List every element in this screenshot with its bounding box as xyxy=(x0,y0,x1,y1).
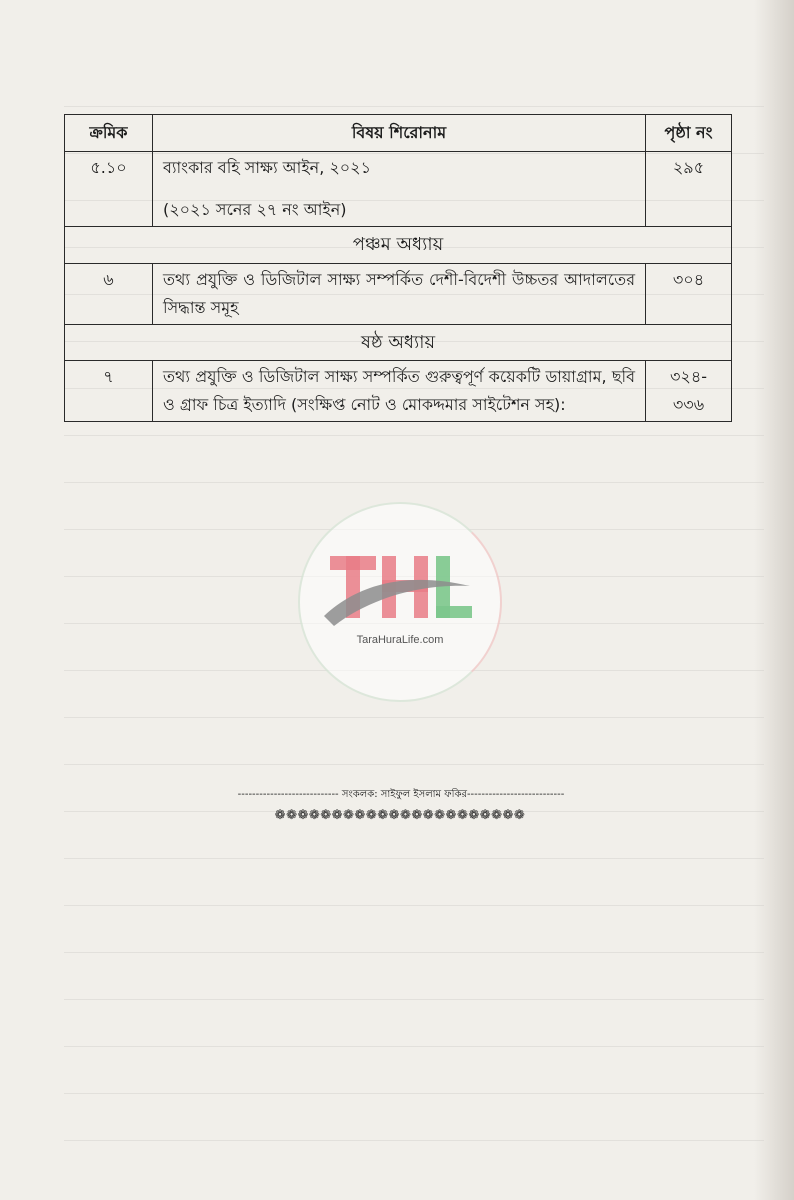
chapter-heading-6: ষষ্ঠ অধ্যায় xyxy=(65,324,732,361)
header-serial: ক্রমিক xyxy=(65,115,153,152)
header-page: পৃষ্ঠা নং xyxy=(646,115,732,152)
row-page: ২৯৫ xyxy=(646,152,732,227)
contents-table xyxy=(64,114,732,422)
thl-logo-icon xyxy=(320,542,480,642)
watermark-seal xyxy=(298,502,502,702)
watermark-text: TaraHuraLife.com xyxy=(356,634,444,646)
row-title: তথ্য প্রযুক্তি ও ডিজিটাল সাক্ষ্য সম্পর্কিত গুরুত্বপূর্ণ কয়েকটি ডায়াগ্রাম, ছবি ও গ্রাফ চিত্র ইত্যাদি (সংক্ষিপ্ত নোট ও মোকদ্দমার সাইটেশন সহ): xyxy=(153,361,646,422)
row-title xyxy=(153,152,646,227)
chapter-heading-5: পঞ্চম অধ্যায় xyxy=(65,227,732,264)
header-subject: বিষয় শিরোনাম xyxy=(153,115,646,152)
chapter-row xyxy=(65,227,732,264)
chapter-row xyxy=(65,324,732,361)
row-title-main: ব্যাংকার বহি সাক্ষ্য আইন, ২০২১ xyxy=(163,158,371,177)
row-serial: ৬ xyxy=(65,263,153,324)
table-header-row xyxy=(65,115,732,152)
row-serial: ৫.১০ xyxy=(65,152,153,227)
row-page-line1: ৩২৪- xyxy=(670,367,707,386)
row-serial: ৭ xyxy=(65,361,153,422)
row-page xyxy=(646,361,732,422)
page-edge-shadow xyxy=(754,0,794,1200)
row-page: ৩০৪ xyxy=(646,263,732,324)
ornament-divider: ❁❁❁❁❁❁❁❁❁❁❁❁❁❁❁❁❁❁❁❁❁❁ xyxy=(274,808,526,823)
compiler-line: ---------------------------- সংকলক: সাইফুল ইসলাম ফকির--------------------------- xyxy=(237,789,565,800)
table-row xyxy=(65,263,732,324)
table-row xyxy=(65,152,732,227)
row-title-sub: (২০২১ সনের ২৭ নং আইন) xyxy=(163,200,347,219)
table-row xyxy=(65,361,732,422)
row-title: তথ্য প্রযুক্তি ও ডিজিটাল সাক্ষ্য সম্পর্কিত দেশী-বিদেশী উচ্চতর আদালতের সিদ্ধান্ত সমূহ xyxy=(153,263,646,324)
row-page-line2: ৩৩৬ xyxy=(672,395,705,414)
